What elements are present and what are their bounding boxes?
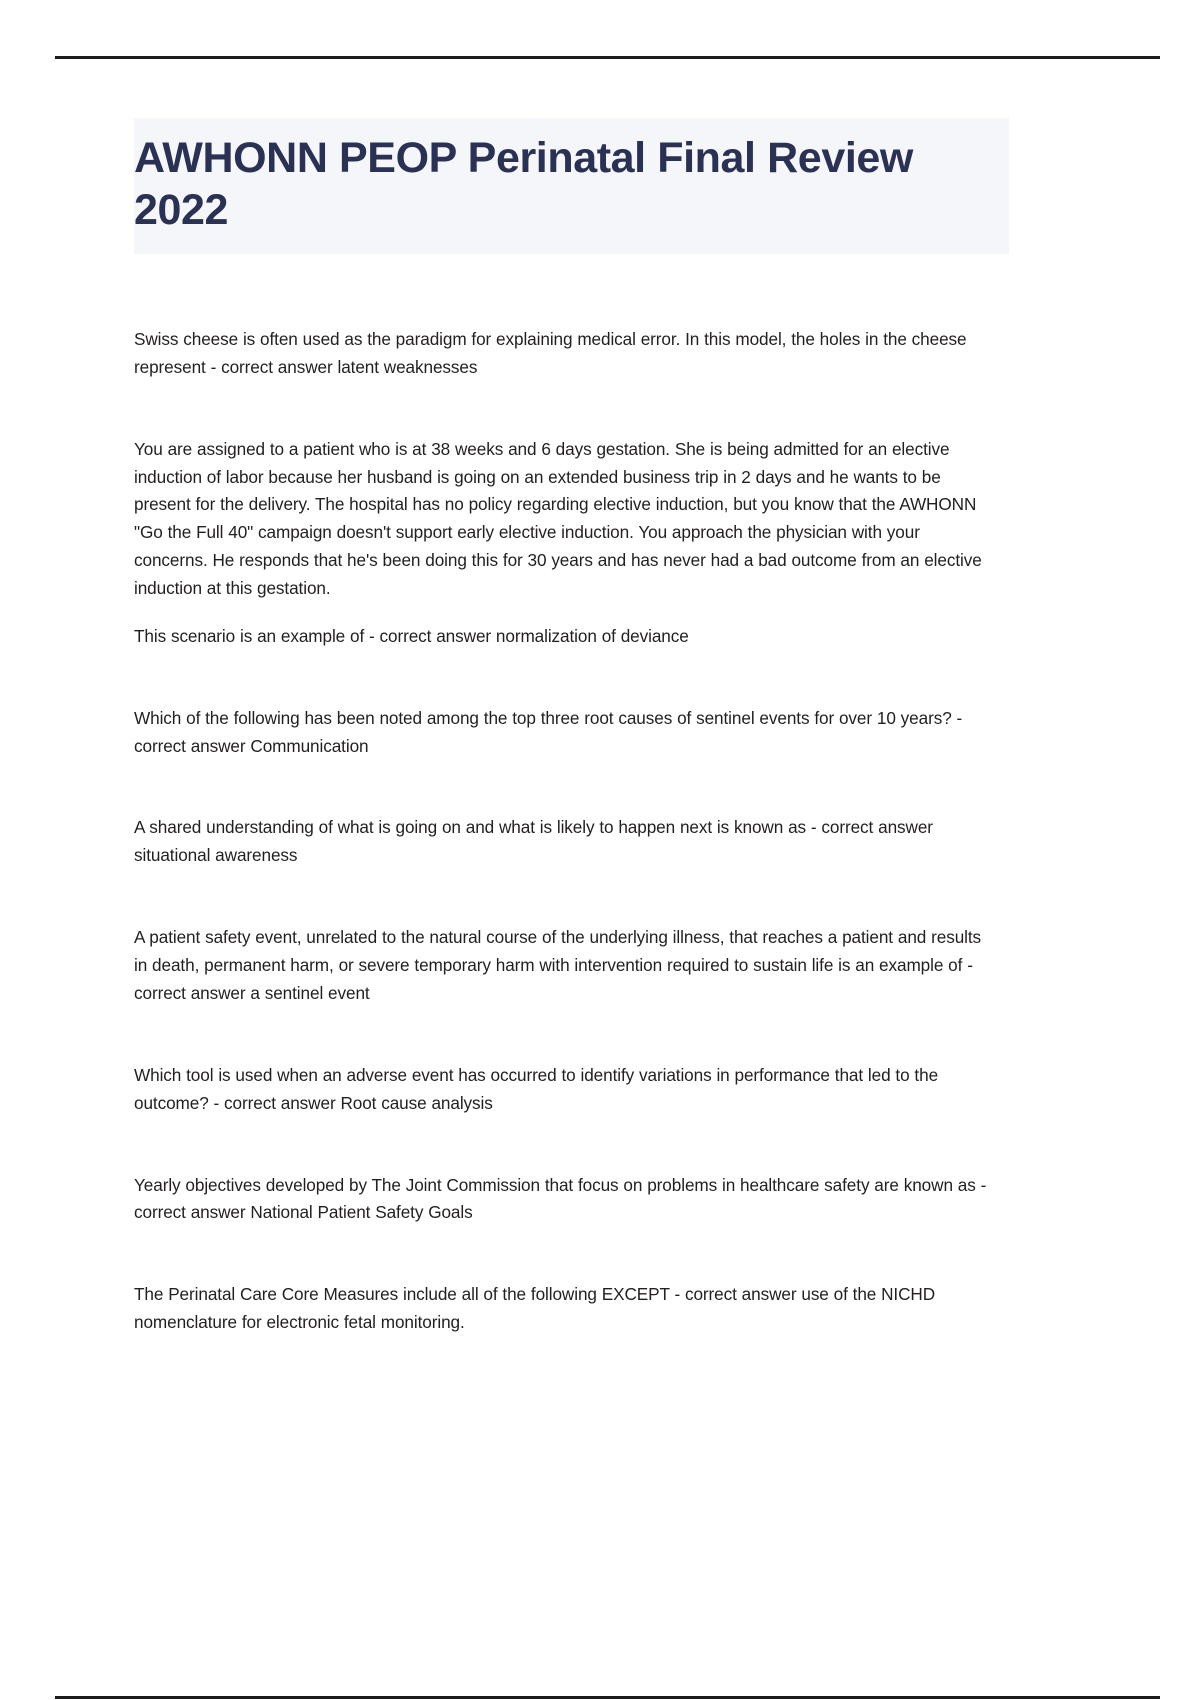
- qa-block: [134, 436, 1009, 651]
- header-rule: [55, 56, 1160, 59]
- qa-paragraph: You are assigned to a patient who is at 38 weeks and 6 days gestation. She is being admitted for an elective induction of labor because her husband is going on an extended business trip in 2 days and he wants to be present for the delivery. The hospital has no policy regarding elective induction, but you know that the AWHONN "Go the Full 40" campaign doesn't support early elective induction. You approach the physician with your concerns. He responds that he's been doing this for 30 years and has never had a bad outcome from an elective induction at this gestation.: [134, 438, 982, 599]
- document-content: [134, 118, 1009, 1337]
- footer-rule: [55, 1696, 1160, 1699]
- qa-paragraph: Swiss cheese is often used as the paradigm for explaining medical error. In this model, the holes in the cheese represent - correct answer latent weaknesses: [134, 329, 967, 377]
- qa-paragraph: Yearly objectives developed by The Joint Commission that focus on problems in healthcare safety are known as - correct answer National Patient Safety Goals: [134, 1174, 987, 1223]
- qa-paragraph: The Perinatal Care Core Measures include all of the following EXCEPT - correct answer use of the NICHD nomenclature for electronic fetal monitoring.: [134, 1284, 936, 1333]
- qa-block: [134, 1062, 1009, 1118]
- document-body: [134, 326, 1009, 1337]
- qa-block: [134, 814, 1009, 870]
- qa-answer-paragraph: This scenario is an example of - correct answer normalization of deviance: [134, 625, 689, 646]
- qa-paragraph: Which of the following has been noted among the top three root causes of sentinel events for over 10 years? - correct answer Communication: [134, 707, 963, 756]
- qa-block: [134, 1172, 1009, 1228]
- qa-paragraph: Which tool is used when an adverse event has occurred to identify variations in performance that led to the outcome? - correct answer Root cause analysis: [134, 1064, 939, 1113]
- qa-block: [134, 705, 1009, 761]
- qa-paragraph: A patient safety event, unrelated to the natural course of the underlying illness, that reaches a patient and results in death, permanent harm, or severe temporary harm with intervention required to sustain life is an example of - correct answer a sentinel event: [134, 927, 982, 1003]
- title-block: [134, 118, 1009, 254]
- qa-block: [134, 1281, 1009, 1337]
- qa-paragraph: A shared understanding of what is going on and what is likely to happen next is known as - correct answer situational awareness: [134, 817, 933, 866]
- page-title: AWHONN PEOP Perinatal Final Review 2022: [134, 134, 913, 235]
- qa-block: [134, 326, 1009, 382]
- qa-block: [134, 924, 1009, 1008]
